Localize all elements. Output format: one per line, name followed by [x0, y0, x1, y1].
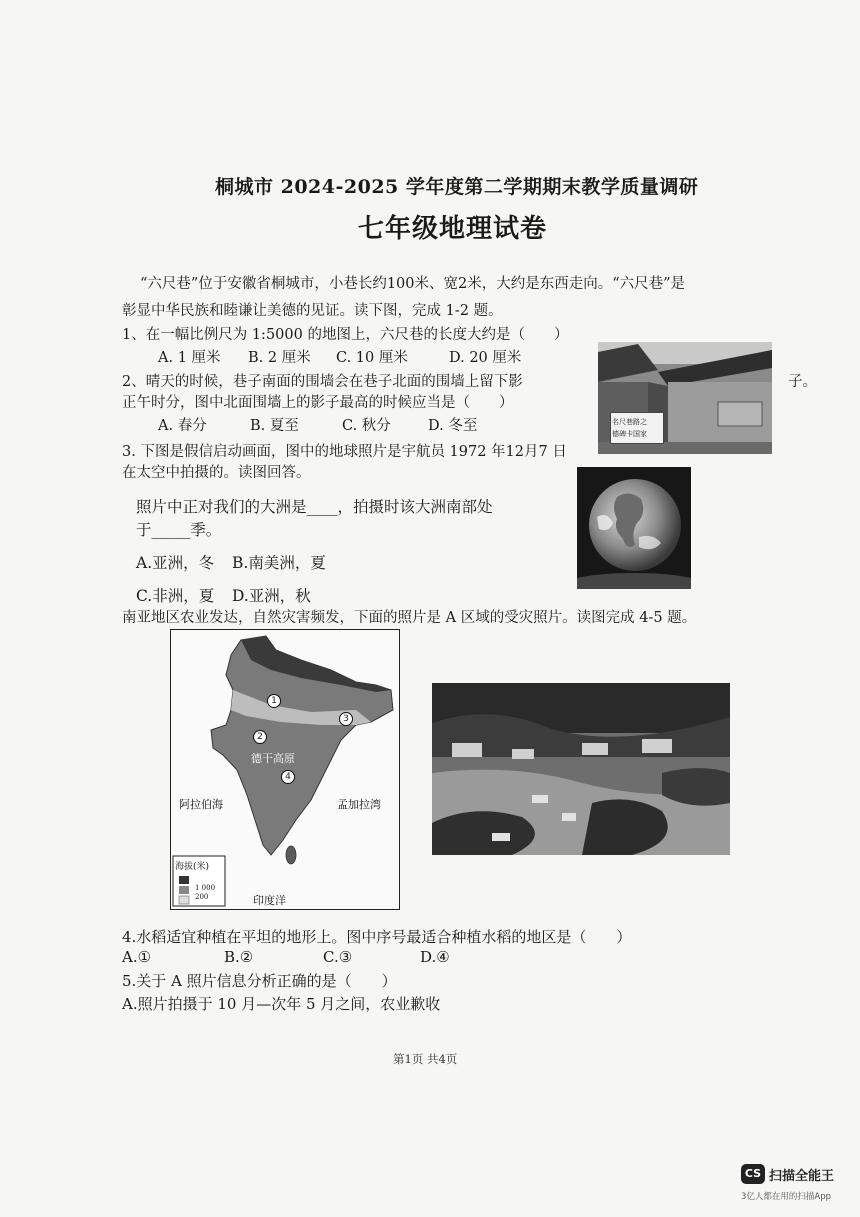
q1-option-d[interactable]: D. 20 厘米 [449, 350, 522, 366]
q3-stem-2: 在太空中拍摄的。读图回答。 [122, 465, 311, 481]
q1-option-a[interactable]: A. 1 厘米 [158, 350, 221, 366]
q1-stem: 1、在一幅比例尺为 1:5000 的地图上，六尺巷的长度大约是（ ） [122, 327, 569, 343]
intro-line-2: 彰显中华民族和睦谦让美德的见证。读下图，完成 1-2 题。 [122, 303, 503, 319]
q3-option-a[interactable]: A.亚洲，冬 [136, 554, 215, 572]
map-label-arabian-sea: 阿拉伯海 [179, 798, 223, 811]
q2-option-b[interactable]: B. 夏至 [250, 418, 299, 434]
q3-option-b[interactable]: B.南美洲，夏 [232, 554, 326, 572]
q5-stem: 5.关于 A 照片信息分析正确的是（ ） [122, 972, 397, 990]
south-asia-map [170, 629, 400, 910]
camscanner-tagline: 3亿人都在用的扫描App [741, 1192, 832, 1202]
map-legend-1000: 1 000 [195, 884, 216, 892]
lane-sign-line-1: 名尺巷路之 [612, 418, 647, 426]
q2-stem: 2、晴天的时候，巷子南面的围墙会在巷子北面的围墙上留下影 [122, 374, 523, 390]
q4-option-b[interactable]: B.② [224, 948, 254, 966]
exam-title: 桐城市 2024-2025 学年度第二学期期末教学质量调研 [215, 176, 699, 198]
map-label-deccan: 德干高原 [251, 752, 295, 765]
map-marker-1: 1 [267, 694, 281, 708]
map-marker-2: 2 [253, 730, 267, 744]
page-footer: 第1页 共4页 [393, 1052, 458, 1066]
q2-option-a[interactable]: A. 春分 [158, 418, 207, 434]
q2-option-d[interactable]: D. 冬至 [428, 418, 478, 434]
map-marker-4: 4 [281, 770, 295, 784]
q3-question: 照片中正对我们的大洲是____，拍摄时该大洲南部处 [136, 498, 493, 516]
map-label-indian-ocean: 印度洋 [253, 894, 286, 907]
camscanner-name: 扫描全能王 [769, 1169, 835, 1184]
q1-option-c[interactable]: C. 10 厘米 [336, 350, 408, 366]
q1-option-b[interactable]: B. 2 厘米 [248, 350, 311, 366]
flood-photo [432, 683, 730, 855]
earth-photo [577, 467, 691, 589]
q3-stem: 3. 下图是假信启动画面，图中的地球照片是宇航员 1972 年12月7 日 [122, 444, 567, 460]
q2-stem-2: 正午时分，图中北面围墙上的影子最高的时候应当是（ ） [122, 395, 514, 411]
q4-stem: 4.水稻适宜种植在平坦的地形上。图中序号最适合种植水稻的地区是（ ） [122, 928, 632, 946]
q4-option-d[interactable]: D.④ [420, 948, 450, 966]
lane-sign-line-2: 德碑卡国家 [612, 430, 647, 438]
q3-option-d[interactable]: D.亚洲，秋 [232, 587, 311, 605]
q5-option-a[interactable]: A.照片拍摄于 10 月—次年 5 月之间，农业歉收 [122, 995, 441, 1013]
q4-option-c[interactable]: C.③ [323, 948, 353, 966]
section2-text: 南亚地区农业发达，自然灾害频发，下面的照片是 A 区域的受灾照片。读图完成 4-5 题。 [122, 610, 697, 626]
map-marker-3: 3 [339, 712, 353, 726]
q2-option-c[interactable]: C. 秋分 [342, 418, 391, 434]
exam-subtitle: 七年级地理试卷 [358, 214, 548, 244]
lane-photo [598, 342, 772, 454]
q3-option-c[interactable]: C.非洲，夏 [136, 587, 215, 605]
intro-line-1: “六尺巷”位于安徽省桐城市，小巷长约100米、宽2米，大约是东西走向。“六尺巷”是 [140, 276, 686, 292]
camscanner-logo-icon: CS [741, 1164, 765, 1184]
map-label-bay-of-bengal: 孟加拉湾 [337, 798, 381, 811]
q3-question-2: 于_____季。 [136, 521, 222, 539]
q2-stem-end: 子。 [788, 374, 817, 390]
map-legend-200: 200 [195, 893, 209, 901]
map-legend-title: 海拔(米) [175, 862, 210, 872]
q4-option-a[interactable]: A.① [122, 948, 152, 966]
